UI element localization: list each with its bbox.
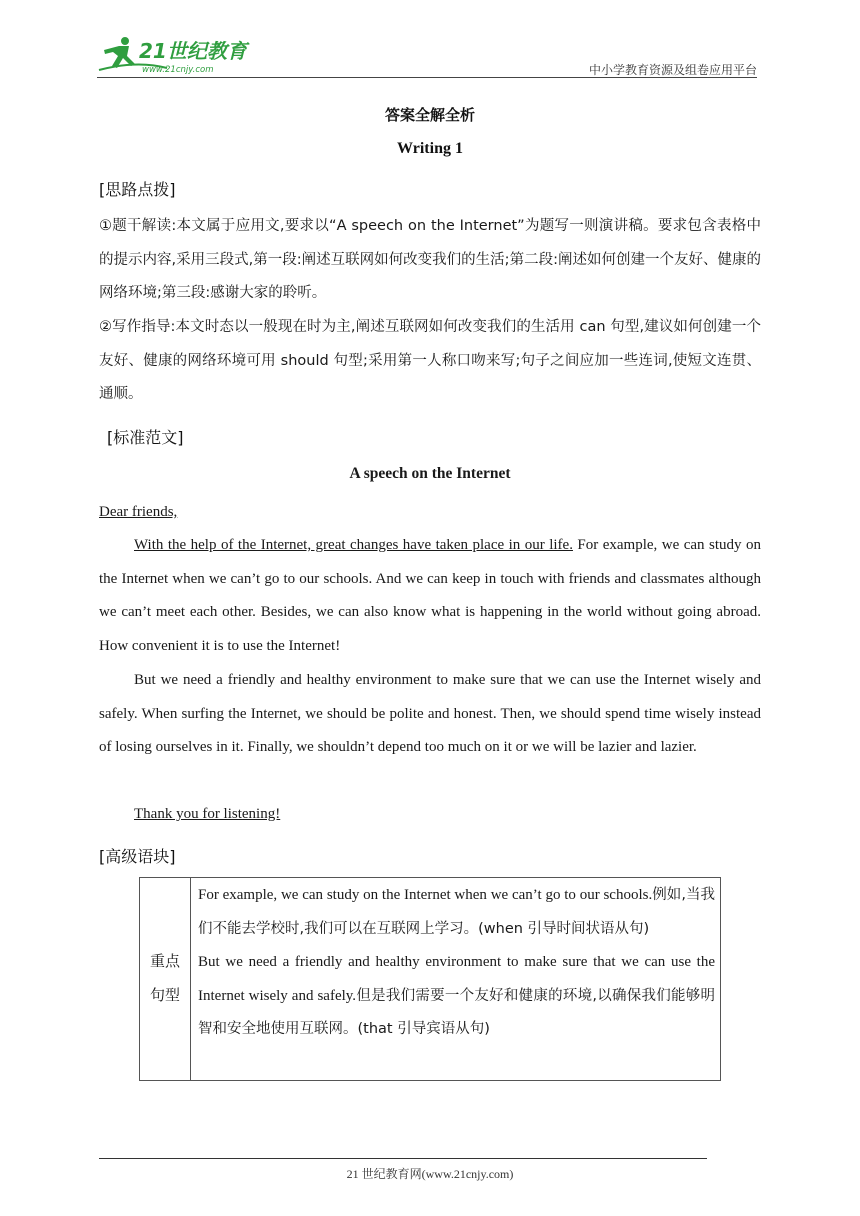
essay-closing: Thank you for listening! <box>134 806 281 822</box>
section-thinking-tag: [思路点拨] <box>99 180 176 199</box>
page-header <box>97 30 757 78</box>
footer-text: 21 世纪教育网(www.21cnjy.com) <box>346 1167 514 1181</box>
key-sentences-table <box>139 877 721 1081</box>
logo-text: 21世纪教育 <box>139 39 247 63</box>
essay-topic-sentence: With the help of the Internet, great changes have taken place in our life. <box>134 537 573 553</box>
site-logo <box>97 34 262 76</box>
essay-paragraph-1-rest: For example, we can study on the Internet when we can’t go to our schools. And we can keep in touch with friends and classmates although we can’t meet each other. Besides, we can also know what is happening in the world without going abroad. How convenient it is to use the Internet! <box>99 537 761 654</box>
thinking-paragraph-2: ②写作指导:本文时态以一般现在时为主,阐述互联网如何改变我们的生活用 can 句型,建议如何创建一个友好、健康的网络环境可用 should 句型;采用第一人称口吻来写;句子之间应加一些连词,使短文连贯、通顺。 <box>99 319 761 403</box>
table-sentence-1-en: For example, we can study on the Internet when we can’t go to our schools. <box>198 887 653 903</box>
essay-paragraph-1 <box>99 529 761 663</box>
writing-title: Writing 1 <box>397 140 463 157</box>
table-right-cell <box>198 879 715 1047</box>
essay-greeting-line <box>99 496 761 530</box>
essay-closing-line <box>99 798 761 832</box>
logo-url: www.21cnjy.com <box>142 65 214 75</box>
table-sentence-1 <box>198 879 715 946</box>
essay-title: A speech on the Internet <box>349 465 511 482</box>
table-left-cell <box>140 878 191 1080</box>
footer-divider <box>99 1158 707 1159</box>
table-left-label: 重点句型 <box>149 952 180 1004</box>
section-model-tag: [标准范文] <box>107 428 184 447</box>
thinking-paragraph-1: ①题干解读:本文属于应用文,要求以“A speech on the Internet”为题写一则演讲稿。要求包含表格中的提示内容,采用三段式,第一段:阐述互联网如何改变我们的生活;第二段:阐述如何创建一个友好、健康的网络环境;第三段:感谢大家的聆听。 <box>99 218 761 302</box>
essay-greeting: Dear friends, <box>99 504 178 520</box>
answer-title: 答案全解全析 <box>384 106 475 124</box>
table-sentence-1-cn: 例如,当我们不能去学校时,我们可以在互联网上学习。(when 引导时间状语从句) <box>198 887 716 937</box>
section-advanced-tag: [高级语块] <box>99 847 176 866</box>
header-divider <box>97 77 757 78</box>
table-sentence-2-en: But we need a friendly and healthy environment to make sure that we can use the Internet wisely and safely. <box>198 954 715 1004</box>
table-sentence-2 <box>198 946 715 1047</box>
table-sentence-2-cn: 但是我们需要一个友好和健康的环境,以确保我们能够明智和安全地使用互联网。(that 引导宾语从句) <box>198 987 715 1038</box>
essay-paragraph-2: But we need a friendly and healthy environment to make sure that we can use the Internet wisely and safely. When surfing the Internet, we should be polite and honest. Then, we should spend time wisely instead of losing ourselves in it. Finally, we shouldn’t depend too much on it or we will be lazier and lazier. <box>99 672 761 756</box>
header-platform-text: 中小学教育资源及组卷应用平台 <box>588 63 757 77</box>
